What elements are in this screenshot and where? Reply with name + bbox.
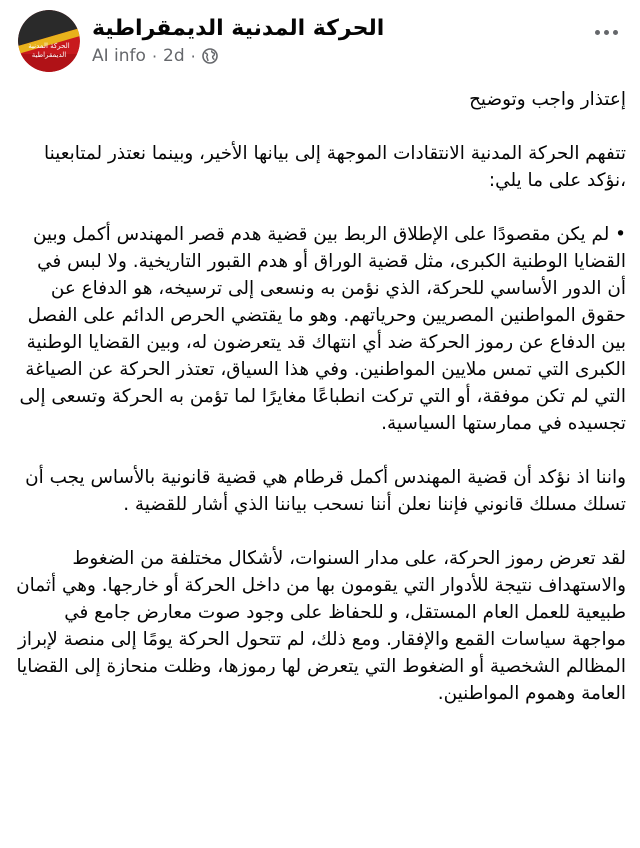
- globe-icon[interactable]: [202, 48, 218, 64]
- paragraph-bullet: • لم يكن مقصودًا على الإطلاق الربط بين قضية هدم قصر المهندس أكمل وبين القضايا الوطنية الكبرى، مثل قضية الوراق أو هدم القبور التاريخية. ولا لبس في أن الدور الأساسي للحركة، الذي نؤمن به ونسعى إلى ترسيخه، هو الدفاع عن حقوق المواطنين المصريين وحرياتهم. وهو ما يقتضي الحرص الدائم على الفصل بين الدفاع عن رموز الحركة ضد أي انتهاك قد يتعرضون له، وبين القضايا الوطنية الكبرى التي تمس ملايين المواطنين. وفي هذا السياق، تعتذر الحركة عن الصياغة التي لم تكن موفقة، أو التي تركت انطباعًا مغايرًا لما تؤمن به الحركة وتسعى إلى تجسيده في ممارستها السياسية.: [19, 224, 626, 434]
- paragraph-history: لقد تعرض رموز الحركة، على مدار السنوات، لأشكال مختلفة من الضغوط والاستهداف نتيجة للأدوار التي يقومون بها من داخل الحركة أو خارجها. وهي أثمان طبيعية للعمل العام المستقل، و للحفاظ على وجود صوت معارض جامع في مواجهة سياسات القمع والإفقار. ومع ذلك، لم تتحول الحركة يومًا إلى منصة لإبراز المظالم الشخصية أو الضغوط التي يتعرض لها رموزها، وظلت منحازة إلى القضايا العامة وهموم المواطنين.: [16, 548, 626, 704]
- avatar-text-1: الحركة المدنية: [28, 42, 70, 50]
- avatar-image: [18, 10, 80, 72]
- page-name-link[interactable]: الحركة المدنية الديمقراطية: [92, 16, 385, 41]
- meta-separator-1: ·: [151, 46, 158, 66]
- post-body: [14, 86, 626, 734]
- more-options-button[interactable]: [588, 14, 624, 50]
- post-title: إعتذار واجب وتوضيح: [469, 89, 626, 110]
- meta-separator-2: ·: [190, 46, 196, 66]
- post-time[interactable]: 2d: [163, 46, 185, 66]
- more-icon-dot: [613, 30, 618, 35]
- more-icon: [595, 30, 600, 35]
- paragraph-legal: واننا اذ نؤكد أن قضية المهندس أكمل قرطام هي قضية قانونية بالأساس يجب أن تسلك مسلك قانوني فإننا نعلن أننا نسحب بياننا الذي أشار للقضية .: [25, 467, 626, 515]
- more-icon-dot: [604, 30, 609, 35]
- page-avatar[interactable]: [18, 10, 80, 72]
- post-meta: [92, 46, 218, 66]
- avatar-text-2: الديمقراطية: [31, 51, 67, 59]
- paragraph-intro: تتفهم الحركة المدنية الانتقادات الموجهة إلى بيانها الأخير، وبينما نعتذر لمتابعينا ،نؤكد على ما يلي:: [44, 143, 626, 191]
- ai-info-link[interactable]: AI info: [92, 46, 146, 66]
- post-header: [0, 0, 640, 88]
